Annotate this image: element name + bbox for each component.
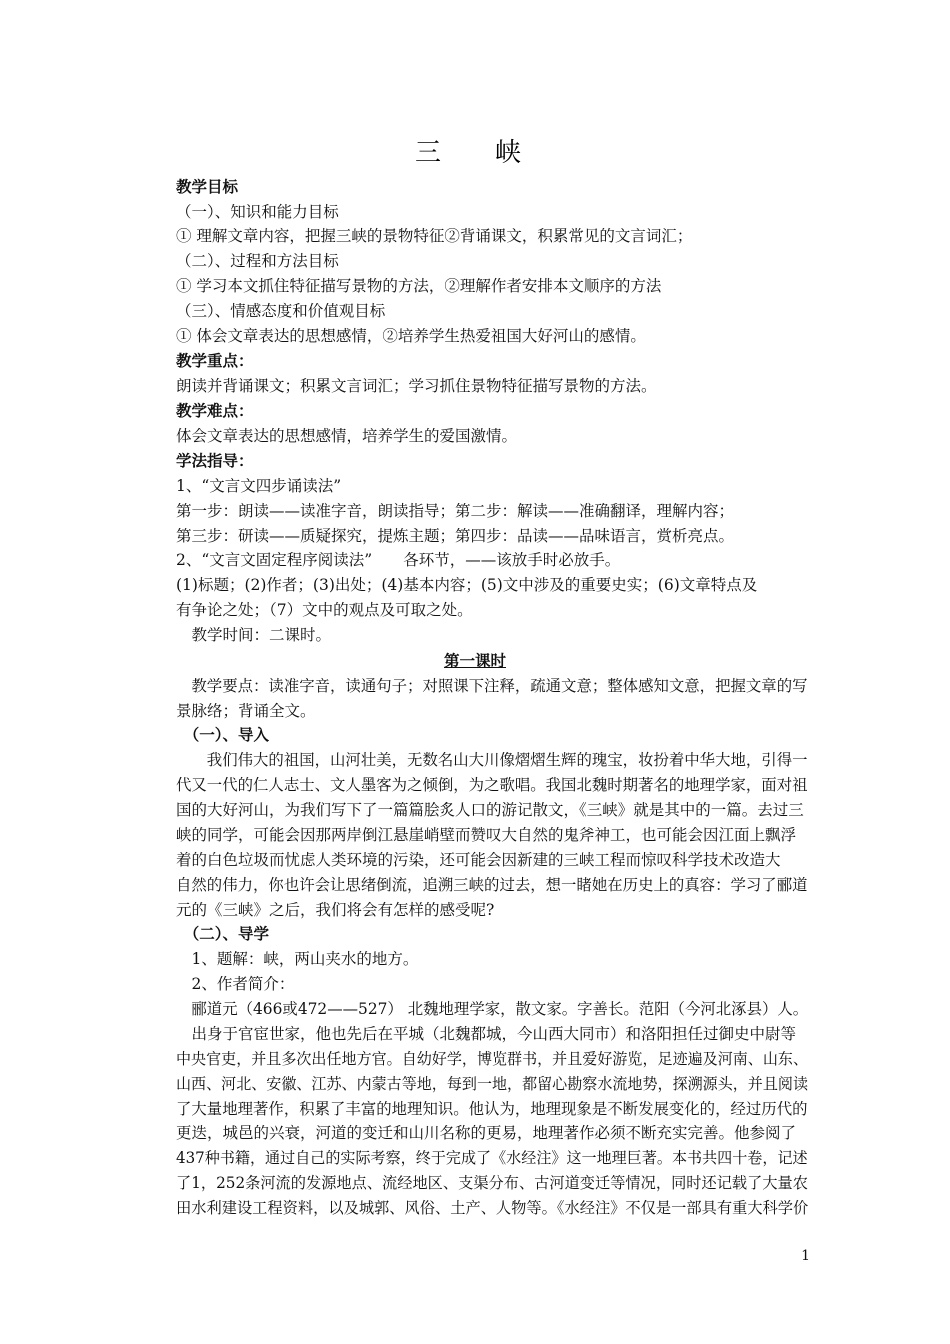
text-line: 郦道元（466或472——527） 北魏地理学家，散文家。字善长。范阳（今河北涿县）人。 — [176, 1000, 809, 1018]
lesson-heading: 第一课时 — [443, 652, 506, 670]
text-line: 了1，252条河流的发源地点、流经地区、支渠分布、古河道变迁等情况，同时还记载了大量农 — [176, 1174, 808, 1192]
text-line: 2、“文言文固定程序阅读法” 各环节，——该放手时必放手。 — [176, 551, 621, 569]
text-line: 1、题解：峡，两山夹水的地方。 — [176, 950, 419, 968]
heading-guide: （二）、导学 — [176, 925, 270, 943]
heading-key-points: 教学重点： — [176, 352, 254, 370]
text-line: 山西、河北、安徽、江苏、内蒙古等地，每到一地，都留心勘察水流地势，探溯源头，并且阅读 — [176, 1075, 809, 1093]
text-line: ① 理解文章内容，把握三峡的景物特征②背诵课文，积累常见的文言词汇； — [176, 227, 693, 245]
document-title: 三 峡 — [414, 138, 535, 168]
text-line: （三）、情感态度和价值观目标 — [176, 302, 386, 320]
text-line: 自然的伟力，你也许会让思绪倒流，追溯三峡的过去，想一睹她在历史上的真容：学习了郦道 — [176, 876, 808, 894]
text-line: 元的《三峡》之后，我们将会有怎样的感受呢? — [176, 901, 495, 919]
text-line: 国的大好河山，为我们写下了一篇篇脍炙人口的游记散文，《三峡》就是其中的一篇。去过三 — [176, 801, 804, 819]
page-number: 1 — [801, 1248, 810, 1264]
text-line: 有争论之处；（7）文中的观点及可取之处。 — [176, 601, 473, 619]
text-line: （二）、过程和方法目标 — [176, 252, 339, 270]
heading-teaching-goals: 教学目标 — [176, 178, 239, 196]
text-line: 田水利建设工程资料，以及城郭、风俗、土产、人物等。《水经注》不仅是一部具有重大科学价 — [176, 1199, 809, 1217]
text-line: 中央官吏，并且多次出任地方官。自幼好学，博览群书，并且爱好游览，足迹遍及河南、山东、 — [176, 1050, 809, 1068]
text-line: 2、作者简介： — [176, 975, 295, 993]
text-line: ① 体会文章表达的思想感情，②培养学生热爱祖国大好河山的感情。 — [176, 327, 646, 345]
text-line: 第三步：研读——质疑探究，提炼主题；第四步：品读——品味语言，赏析亮点。 — [176, 527, 735, 545]
text-line: 教学时间：二课时。 — [176, 626, 332, 644]
heading-study-method: 学法指导： — [176, 452, 254, 470]
text-line: ① 学习本文抓住特征描写景物的方法，②理解作者安排本文顺序的方法 — [176, 277, 662, 295]
text-line: 出身于官宦世家，他也先后在平城（北魏都城，今山西大同市）和洛阳担任过御史中尉等 — [176, 1025, 797, 1043]
text-line: 着的白色垃圾而忧虑人类环境的污染，还可能会因新建的三峡工程而惊叹科学技术改造大 — [176, 851, 781, 869]
text-line: 1、“文言文四步诵读法” — [176, 477, 342, 495]
text-line: （一）、知识和能力目标 — [176, 203, 339, 221]
text-line: 峡的同学，可能会因那两岸倒江悬崖峭壁而赞叹大自然的鬼斧神工，也可能会因江面上飘浮 — [176, 826, 797, 844]
text-line: 代又一代的仁人志士、文人墨客为之倾倒，为之歌唱。我国北魏时期著名的地理学家，面对祖 — [176, 776, 808, 794]
text-line: 了大量地理著作，积累了丰富的地理知识。他认为，地理现象是不断发展变化的，经过历代的 — [176, 1100, 808, 1118]
text-line: 第一步：朗读——读准字音，朗读指导；第二步：解读——准确翻译，理解内容； — [176, 502, 735, 520]
heading-difficulties: 教学难点： — [176, 402, 254, 420]
heading-intro: （一）、导入 — [176, 726, 270, 744]
text-line: 景脉络；背诵全文。 — [176, 702, 316, 720]
text-line: 教学要点：读准字音，读通句子；对照课下注释，疏通文意；整体感知文意，把握文章的写 — [176, 677, 808, 695]
text-line: 437种书籍，通过自己的实际考察，终于完成了《水经注》这一地理巨著。本书共四十卷，记述 — [176, 1149, 808, 1167]
text-line: 体会文章表达的思想感情，培养学生的爱国激情。 — [176, 427, 518, 445]
text-line: 朗读并背诵课文；积累文言词汇；学习抓住景物特征描写景物的方法。 — [176, 377, 657, 395]
text-line: (1)标题；(2)作者；(3)出处；(4)基本内容；(5)文中涉及的重要史实；(6)文章特点及 — [176, 576, 758, 594]
text-line: 更迭，城邑的兴衰，河道的变迁和山川名称的更易，地理著作必须不断充实完善。他参阅了 — [176, 1124, 797, 1142]
text-line: 我们伟大的祖国，山河壮美，无数名山大川像熠熠生辉的瑰宝，妆扮着中华大地，引得一 — [176, 751, 808, 769]
